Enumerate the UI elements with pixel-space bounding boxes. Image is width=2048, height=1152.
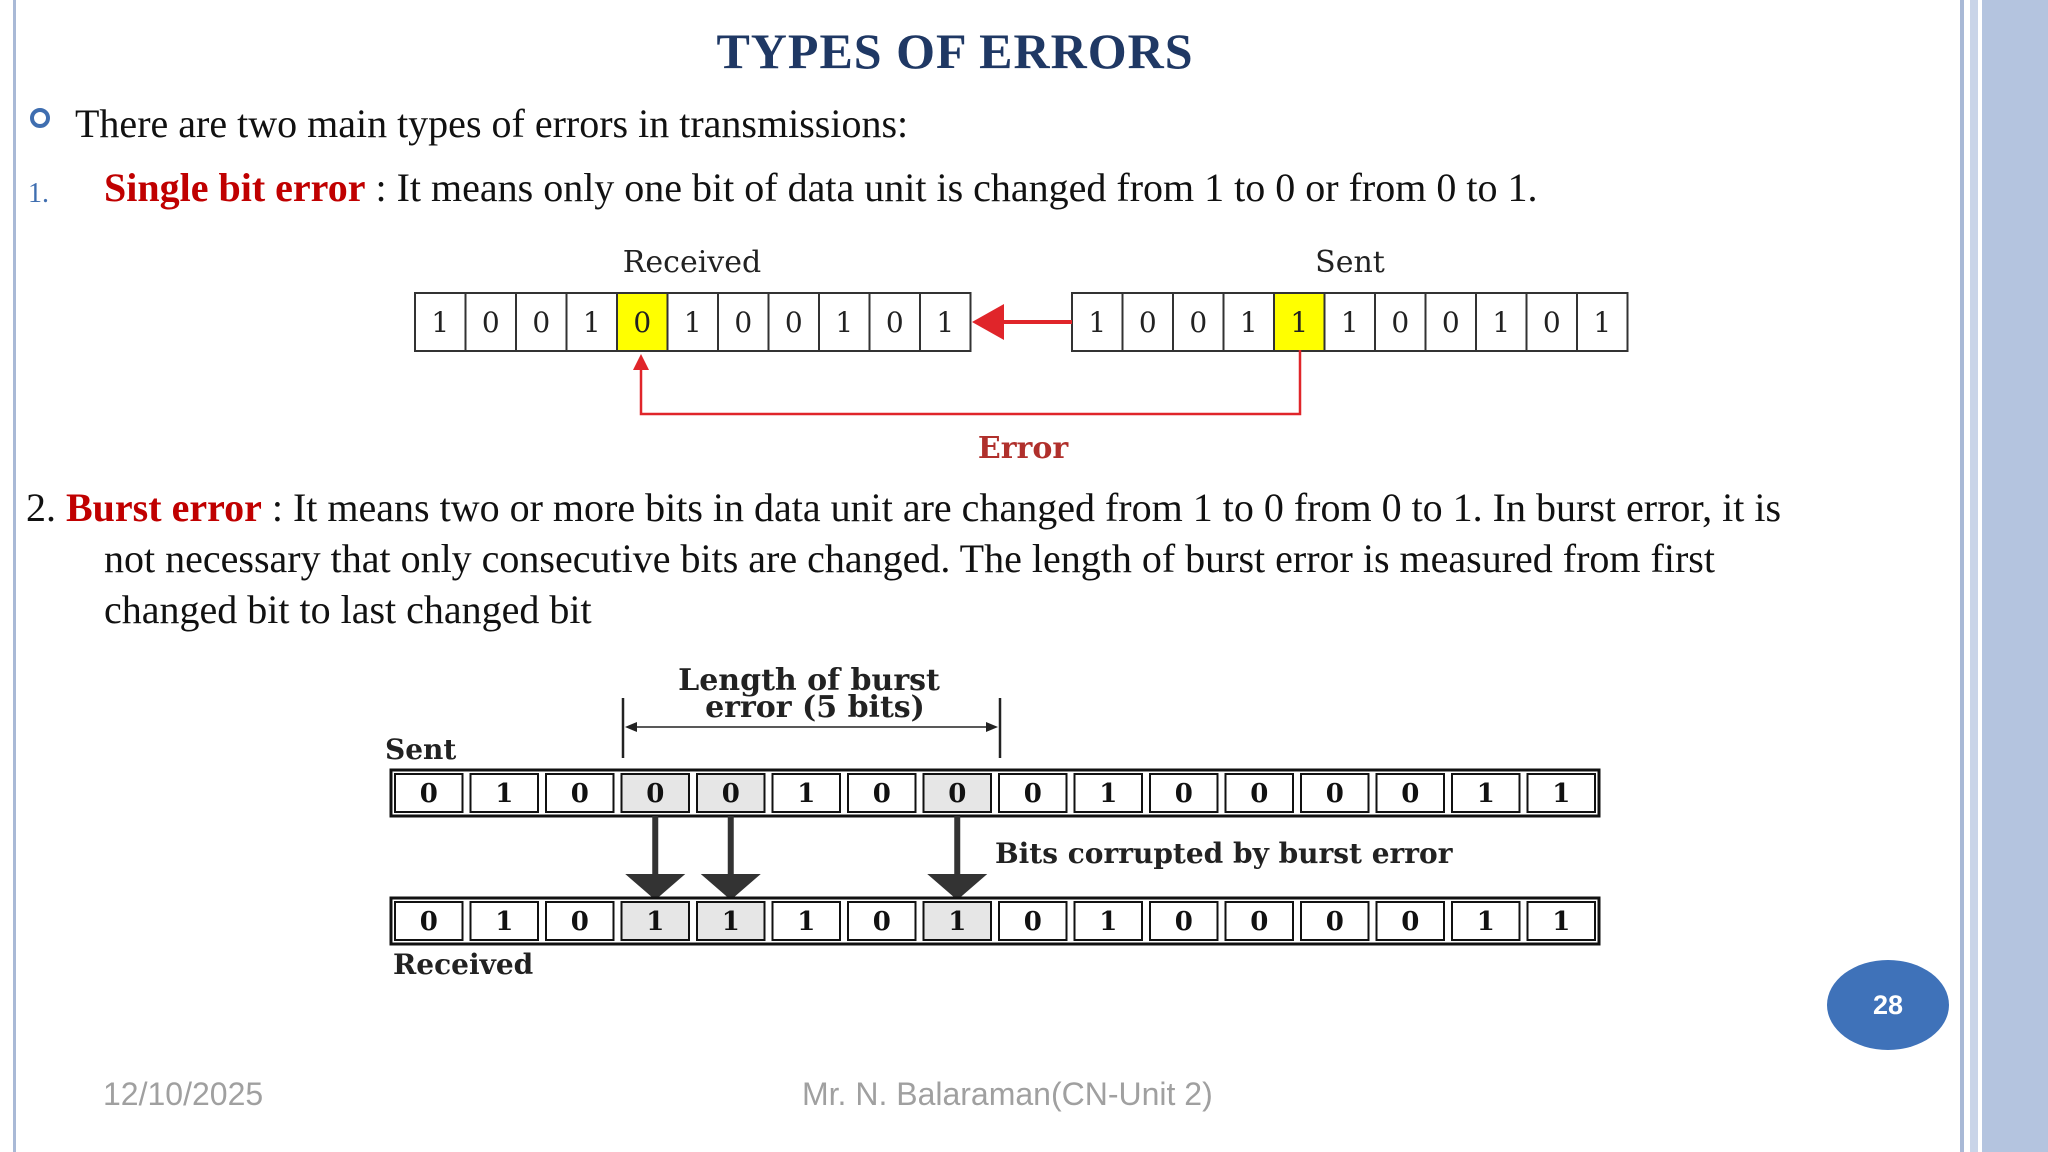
burst-sent-bit-value: 0 bbox=[872, 779, 891, 809]
sent-bit-value: 0 bbox=[1138, 306, 1157, 339]
received-bit-value: 0 bbox=[532, 306, 551, 339]
item1-description: : It means only one bit of data unit is changed from 1 to 0 or from 0 to 1. bbox=[365, 165, 1538, 210]
sent-bit-value: 0 bbox=[1441, 306, 1460, 339]
burst-sent-bit-value: 1 bbox=[495, 779, 514, 809]
burst-received-bit-value: 1 bbox=[1476, 907, 1495, 937]
burst-received-bit-value: 0 bbox=[1401, 907, 1420, 937]
sent-label: Sent bbox=[1315, 245, 1385, 280]
burst-received-bit-value: 1 bbox=[495, 907, 514, 937]
burst-sent-bit-value: 0 bbox=[721, 779, 740, 809]
item2-text-line2: not necessary that only consecutive bits are changed. The length of burst error is measured from first bbox=[104, 536, 1715, 581]
burst-received-bit-value: 1 bbox=[721, 907, 740, 937]
footer-author: Mr. N. Balaraman(CN-Unit 2) bbox=[802, 1076, 1213, 1112]
received-bit-value: 0 bbox=[885, 306, 904, 339]
received-bit-value: 0 bbox=[481, 306, 500, 339]
sent-bit-value: 0 bbox=[1189, 306, 1208, 339]
burst-sent-label: Sent bbox=[385, 733, 457, 766]
received-bit-value: 0 bbox=[734, 306, 753, 339]
length-arrow-right-icon bbox=[986, 722, 998, 732]
sent-bit-value: 1 bbox=[1239, 306, 1258, 339]
page-number-badge: 28 bbox=[1827, 960, 1949, 1050]
burst-sent-bit-value: 1 bbox=[1099, 779, 1118, 809]
item2-term: Burst error bbox=[66, 485, 262, 530]
length-label-line2: error (5 bits) bbox=[705, 690, 925, 725]
burst-sent-bit-value: 0 bbox=[570, 779, 589, 809]
item1-number: 1. bbox=[28, 178, 49, 209]
burst-sent-bit-value: 1 bbox=[1552, 779, 1571, 809]
sent-bit-value: 1 bbox=[1340, 306, 1359, 339]
received-bit-value: 1 bbox=[936, 306, 955, 339]
burst-sent-bit-value: 0 bbox=[419, 779, 438, 809]
sent-bit-value: 1 bbox=[1290, 306, 1309, 339]
burst-sent-bit-value: 0 bbox=[948, 779, 967, 809]
burst-sent-bit-value: 0 bbox=[1174, 779, 1193, 809]
corruption-arrow-shaft bbox=[954, 816, 960, 876]
burst-received-bit-value: 1 bbox=[1099, 907, 1118, 937]
corruption-arrow-shaft bbox=[652, 816, 658, 876]
burst-sent-bit-value: 0 bbox=[646, 779, 665, 809]
burst-received-bit-value: 0 bbox=[1174, 907, 1193, 937]
received-bit-value: 0 bbox=[633, 306, 652, 339]
length-label-line1: Length of burst bbox=[678, 663, 940, 698]
sent-bit-value: 1 bbox=[1492, 306, 1511, 339]
burst-sent-bit-value: 0 bbox=[1325, 779, 1344, 809]
corruption-arrow-shaft bbox=[728, 816, 734, 876]
item2-description-1: : It means two or more bits in data unit are changed from 1 to 0 from 0 to 1. In burst error, it is bbox=[261, 485, 1782, 530]
burst-sent-bit-value: 1 bbox=[1476, 779, 1495, 809]
burst-received-bit-value: 0 bbox=[1023, 907, 1042, 937]
burst-received-bit-value: 1 bbox=[646, 907, 665, 937]
sent-bit-value: 1 bbox=[1593, 306, 1612, 339]
burst-received-bit-value: 0 bbox=[1250, 907, 1269, 937]
burst-received-bit-value: 1 bbox=[948, 907, 967, 937]
burst-received-bit-value: 0 bbox=[570, 907, 589, 937]
received-label: Received bbox=[622, 245, 762, 280]
burst-received-bit-value: 0 bbox=[419, 907, 438, 937]
slide-title: TYPES OF ERRORS bbox=[716, 23, 1194, 79]
length-arrow-left-icon bbox=[625, 722, 637, 732]
intro-text: There are two main types of errors in transmissions: bbox=[75, 101, 909, 146]
item1-term: Single bit error bbox=[104, 165, 366, 210]
item2-text-line3: changed bit to last changed bit bbox=[104, 587, 592, 632]
burst-sent-bit-value: 1 bbox=[797, 779, 816, 809]
footer-date: 12/10/2025 bbox=[103, 1076, 264, 1112]
corruption-arrow-icon bbox=[927, 874, 987, 900]
received-bit-value: 1 bbox=[683, 306, 702, 339]
burst-received-label: Received bbox=[393, 948, 534, 981]
burst-sent-bit-value: 0 bbox=[1250, 779, 1269, 809]
burst-received-bit-value: 1 bbox=[797, 907, 816, 937]
error-label: Error bbox=[977, 431, 1069, 466]
received-bit-value: 0 bbox=[784, 306, 803, 339]
sent-bit-value: 0 bbox=[1542, 306, 1561, 339]
corrupted-label: Bits corrupted by burst error bbox=[995, 837, 1453, 870]
received-bit-value: 1 bbox=[582, 306, 601, 339]
sent-bit-value: 1 bbox=[1088, 306, 1107, 339]
corruption-arrow-icon bbox=[625, 874, 685, 900]
burst-received-bit-value: 0 bbox=[1325, 907, 1344, 937]
burst-received-bit-value: 1 bbox=[1552, 907, 1571, 937]
burst-sent-bit-value: 0 bbox=[1401, 779, 1420, 809]
burst-received-bit-value: 0 bbox=[872, 907, 891, 937]
corruption-arrow-icon bbox=[701, 874, 761, 900]
burst-sent-bit-value: 0 bbox=[1023, 779, 1042, 809]
item2-number: 2. bbox=[26, 485, 56, 530]
sent-bit-value: 0 bbox=[1391, 306, 1410, 339]
received-bit-value: 1 bbox=[835, 306, 854, 339]
received-bit-value: 1 bbox=[431, 306, 450, 339]
